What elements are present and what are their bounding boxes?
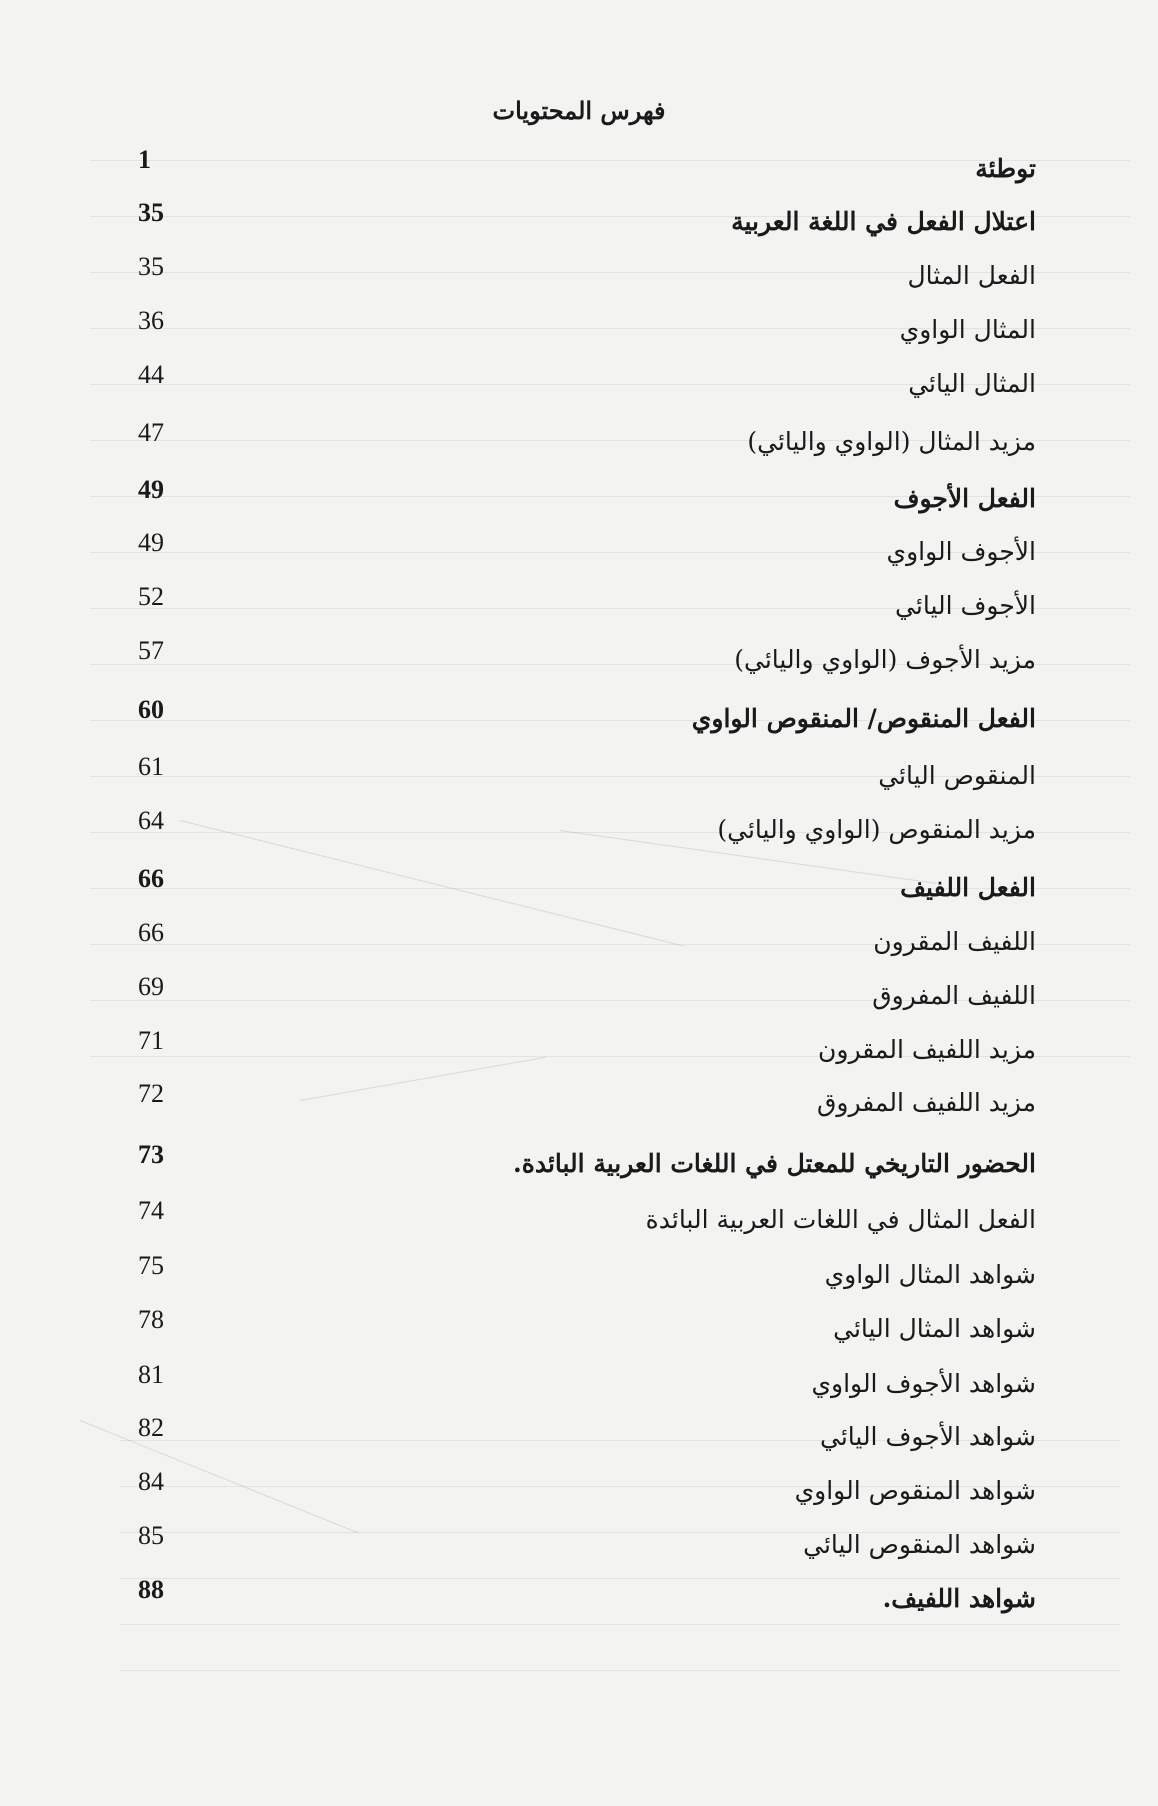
toc-entry [0, 198, 1158, 247]
toc-entry-page-number: 88 [138, 1575, 164, 1604]
toc-entry [0, 972, 1158, 1021]
toc-entry [0, 864, 1158, 913]
toc-entry-label: شواهد المثال اليائي [833, 1314, 1036, 1343]
toc-entry [0, 528, 1158, 577]
toc-entry-page-number: 35 [138, 252, 164, 281]
toc-entry-label: مزيد المنقوص (الواوي واليائي) [717, 815, 1036, 844]
toc-entry [0, 145, 1158, 194]
toc-entry-label: مزيد اللفيف المقرون [818, 1035, 1036, 1064]
toc-entry-page-number: 73 [138, 1140, 164, 1169]
toc-entry-label: شواهد اللفيف. [882, 1584, 1036, 1613]
toc-entry-label: شواهد الأجوف اليائي [819, 1422, 1036, 1451]
toc-entry [0, 582, 1158, 631]
toc-entry [0, 695, 1158, 744]
toc-entry [0, 1196, 1158, 1245]
toc-entry-page-number: 84 [138, 1467, 164, 1496]
toc-entry [0, 418, 1158, 467]
show-through-line [120, 1624, 1120, 1625]
toc-entry-label: الأجوف اليائي [895, 591, 1036, 620]
toc-entry [0, 1026, 1158, 1075]
toc-entry-label: شواهد الأجوف الواوي [811, 1369, 1036, 1398]
toc-entry-page-number: 69 [138, 972, 164, 1001]
toc-entry [0, 475, 1158, 524]
toc-entry-page-number: 60 [138, 695, 164, 724]
toc-entry-page-number: 66 [138, 864, 164, 893]
toc-entry [0, 1360, 1158, 1409]
toc-entry-label: الفعل المثال في اللغات العربية البائدة [645, 1205, 1036, 1234]
toc-entry-label: الفعل الأجوف [893, 484, 1036, 513]
toc-entry-page-number: 49 [138, 475, 164, 504]
toc-entry-page-number: 44 [138, 360, 164, 389]
toc-entry [0, 252, 1158, 301]
toc-entry-label: توطئة [975, 154, 1036, 183]
toc-entry-page-number: 1 [138, 145, 151, 174]
toc-entry [0, 1575, 1158, 1624]
toc-entry-page-number: 66 [138, 918, 164, 947]
toc-entry-page-number: 85 [138, 1521, 164, 1550]
toc-entry-page-number: 72 [138, 1079, 164, 1108]
show-through-line [120, 1578, 1120, 1579]
toc-entry-page-number: 47 [138, 418, 164, 447]
show-through-line [120, 1670, 1120, 1671]
toc-entry-label: اعتلال الفعل في اللغة العربية [731, 207, 1036, 236]
toc-entry [0, 918, 1158, 967]
toc-entry-page-number: 64 [138, 806, 164, 835]
toc-entry [0, 1413, 1158, 1462]
toc-entry-label: شواهد المنقوص اليائي [803, 1530, 1036, 1559]
toc-entry-page-number: 82 [138, 1413, 164, 1442]
toc-entry [0, 806, 1158, 855]
toc-entry [0, 360, 1158, 409]
toc-entry-label: الفعل المنقوص/ المنقوص الواوي [691, 704, 1036, 733]
toc-entry-page-number: 35 [138, 198, 164, 227]
toc-entry-page-number: 81 [138, 1360, 164, 1389]
toc-entry-page-number: 61 [138, 752, 164, 781]
toc-entry [0, 1079, 1158, 1128]
toc-entry-label: شواهد المثال الواوي [824, 1260, 1036, 1289]
toc-entry-page-number: 78 [138, 1305, 164, 1334]
toc-entry-page-number: 49 [138, 528, 164, 557]
toc-entry [0, 1251, 1158, 1300]
toc-entry-label: الحضور التاريخي للمعتل في اللغات العربية البائدة. [513, 1149, 1036, 1178]
toc-entry [0, 752, 1158, 801]
toc-entry [0, 1521, 1158, 1570]
toc-entry [0, 1467, 1158, 1516]
toc-entry [0, 636, 1158, 685]
toc-entry-label: الفعل اللفيف [900, 873, 1036, 902]
toc-entry-label: مزيد المثال (الواوي واليائي) [747, 427, 1036, 456]
toc-entry-label: اللفيف المفروق [872, 981, 1036, 1010]
toc-entry-page-number: 74 [138, 1196, 164, 1225]
toc-entry-label: الأجوف الواوي [886, 537, 1036, 566]
page-title: فهرس المحتويات [492, 96, 666, 125]
toc-entry-page-number: 75 [138, 1251, 164, 1280]
toc-entry-label: مزيد الأجوف (الواوي واليائي) [734, 645, 1036, 674]
toc-entry [0, 1140, 1158, 1189]
toc-entry-label: الفعل المثال [907, 261, 1036, 290]
toc-entry [0, 306, 1158, 355]
toc-entry-page-number: 52 [138, 582, 164, 611]
toc-entry [0, 1305, 1158, 1354]
toc-entry-label: اللفيف المقرون [873, 927, 1036, 956]
toc-entry-page-number: 71 [138, 1026, 164, 1055]
toc-entry-label: مزيد اللفيف المفروق [817, 1088, 1036, 1117]
toc-entry-page-number: 36 [138, 306, 164, 335]
toc-entry-page-number: 57 [138, 636, 164, 665]
toc-entry-label: المنقوص اليائي [878, 761, 1036, 790]
toc-entry-label: شواهد المنقوص الواوي [794, 1476, 1036, 1505]
toc-entry-label: المثال اليائي [908, 369, 1036, 398]
toc-entry-label: المثال الواوي [899, 315, 1036, 344]
